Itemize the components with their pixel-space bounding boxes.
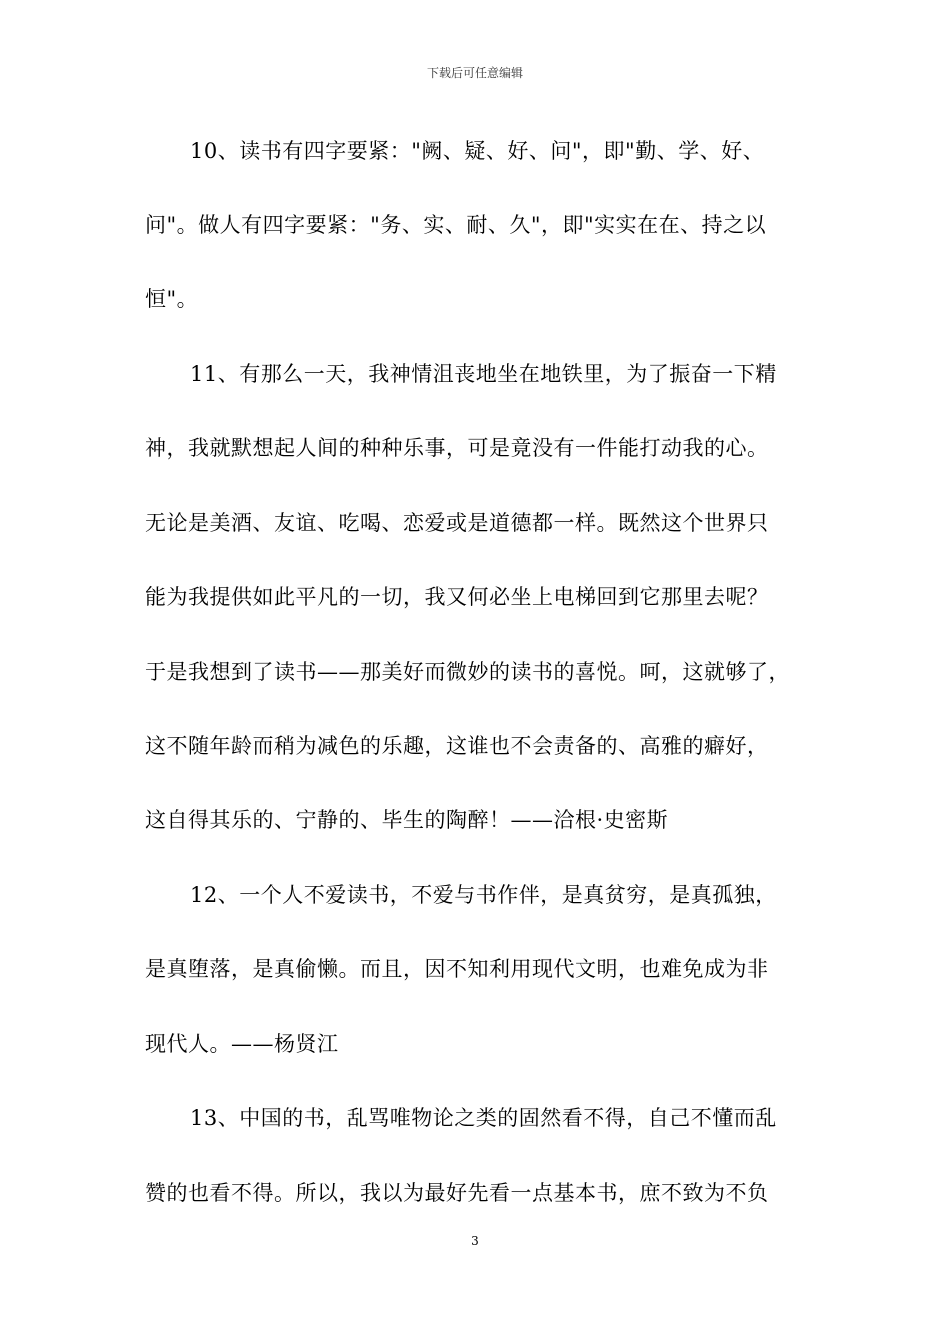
text-line: 能为我提供如此平凡的一切，我又何必坐上电梯回到它那里去呢？ xyxy=(145,585,769,609)
text-line: 问"。做人有四字要紧："务、实、耐、久"，即"实实在在、持之以 xyxy=(145,213,767,237)
text-line: 这自得其乐的、宁静的、毕生的陶醉！——洽根·史密斯 xyxy=(145,808,669,832)
text-line: 11、有那么一天，我神情沮丧地坐在地铁里，为了振奋一下精 xyxy=(190,362,777,386)
text-line: 恒"。 xyxy=(145,287,199,311)
text-line: 这不随年龄而稍为减色的乐趣，这谁也不会责备的、高雅的癖好， xyxy=(145,734,769,758)
text-line: 无论是美酒、友谊、吃喝、恋爱或是道德都一样。既然这个世界只 xyxy=(145,511,769,535)
page-number: 3 xyxy=(471,1234,479,1248)
text-line: 12、一个人不爱读书，不爱与书作伴，是真贫穷，是真孤独， xyxy=(190,883,777,907)
text-line: 是真堕落，是真偷懒。而且，因不知利用现代文明，也难免成为非 xyxy=(145,957,769,981)
text-line: 于是我想到了读书——那美好而微妙的读书的喜悦。呵，这就够了， xyxy=(145,660,790,684)
text-line: 13、中国的书，乱骂唯物论之类的固然看不得，自己不懂而乱 xyxy=(190,1106,777,1130)
text-line: 10、读书有四字要紧："阙、疑、好、问"，即"勤、学、好、 xyxy=(190,139,765,163)
text-line: 神，我就默想起人间的种种乐事，可是竟没有一件能打动我的心。 xyxy=(145,436,769,460)
page-header: 下载后可任意编辑 xyxy=(426,66,523,80)
text-line: 现代人。——杨贤江 xyxy=(145,1032,339,1056)
text-line: 赞的也看不得。所以，我以为最好先看一点基本书，庶不致为不负 xyxy=(145,1181,769,1205)
